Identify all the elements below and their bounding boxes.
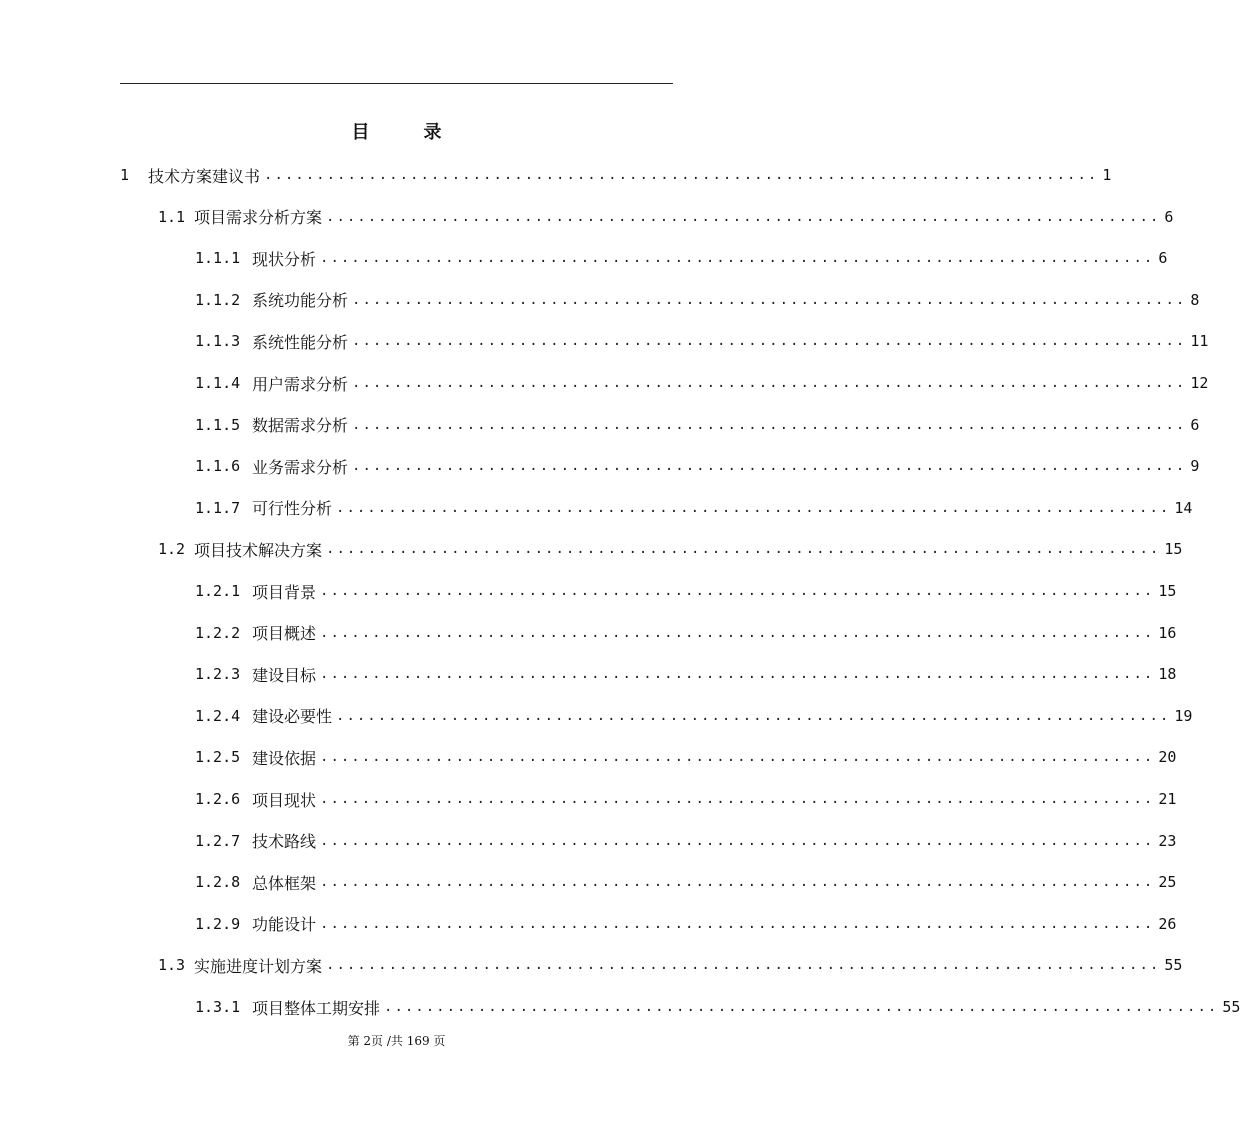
toc-entry-number: 1.1.6	[195, 457, 241, 476]
toc-entry-number: 1.1.3	[195, 332, 241, 351]
toc-entry[interactable]	[195, 654, 1177, 694]
toc-entry[interactable]	[195, 238, 1168, 278]
toc-dot-leader: ................................................................................	[320, 874, 1155, 891]
toc-entry-page: 1	[1102, 166, 1112, 184]
toc-entry-title: 业务需求分析	[252, 457, 349, 477]
toc-entry-page: 55	[1222, 998, 1240, 1016]
toc-entry-title: 可行性分析	[252, 499, 333, 519]
toc-dot-leader: ................................................................................	[320, 666, 1155, 683]
toc-entry-title: 项目技术解决方案	[194, 540, 323, 560]
toc-entry-page: 8	[1190, 290, 1200, 309]
toc-entry-title: 用户需求分析	[252, 374, 349, 394]
toc-entry-number: 1.3.1	[195, 998, 241, 1016]
toc-dot-leader: ................................................................................	[352, 416, 1187, 433]
toc-entry[interactable]	[195, 571, 1177, 611]
toc-entry[interactable]	[158, 197, 1174, 237]
toc-dot-leader: ................................................................................	[326, 208, 1161, 225]
toc-dot-leader: ................................................................................	[352, 458, 1187, 475]
toc-entry-title: 实施进度计划方案	[194, 956, 323, 976]
toc-entry-title: 建设依据	[252, 748, 317, 768]
toc-entry-page: 23	[1158, 831, 1177, 850]
toc-entry-page: 15	[1158, 582, 1177, 600]
toc-entry-number: 1.2.3	[195, 665, 241, 684]
toc-entry-title: 项目整体工期安排	[252, 998, 381, 1018]
toc-entry-page: 18	[1158, 665, 1177, 684]
toc-entry-number: 1.1.4	[195, 374, 241, 392]
toc-dot-leader: ................................................................................	[320, 250, 1155, 267]
toc-title: 目 录	[351, 122, 460, 143]
toc-dot-leader: ................................................................................	[336, 499, 1171, 516]
toc-dot-leader: ................................................................................	[384, 999, 1219, 1015]
toc-dot-leader: ................................................................................	[352, 375, 1187, 391]
toc-entry-number: 1.2.4	[195, 706, 241, 725]
toc-entry-title: 系统功能分析	[252, 291, 349, 311]
toc-dot-leader: ................................................................................	[320, 832, 1155, 849]
toc-entry-title: 项目需求分析方案	[194, 208, 323, 228]
toc-entry[interactable]	[195, 280, 1200, 320]
toc-entry-title: 技术路线	[252, 832, 317, 852]
toc-entry-title: 建设目标	[252, 665, 317, 685]
toc-entry-title: 技术方案建议书	[148, 166, 261, 186]
toc-entry[interactable]	[120, 155, 1112, 195]
toc-entry-number: 1.2.9	[195, 914, 241, 933]
toc-entry[interactable]	[158, 945, 1183, 985]
toc-entry-page: 19	[1174, 706, 1193, 725]
page-footer: 第 2页 /共 169 页	[347, 1034, 446, 1048]
toc-entry[interactable]	[195, 405, 1200, 445]
toc-entry-title: 项目概述	[252, 624, 317, 644]
toc-entry[interactable]	[195, 613, 1177, 653]
toc-entry-number: 1.2.5	[195, 748, 241, 767]
toc-entry[interactable]	[195, 987, 1240, 1027]
toc-entry-page: 6	[1190, 415, 1200, 434]
toc-entry-page: 6	[1158, 249, 1168, 268]
toc-entry-title: 建设必要性	[252, 707, 333, 727]
toc-entry[interactable]	[195, 737, 1177, 777]
toc-entry-page: 9	[1190, 457, 1200, 476]
header-rule	[120, 83, 673, 84]
toc-entry[interactable]	[158, 529, 1183, 569]
toc-entry[interactable]	[195, 779, 1177, 819]
toc-entry-number: 1.1.2	[195, 290, 241, 309]
toc-entry-number: 1.1	[158, 207, 186, 226]
toc-entry-number: 1	[120, 166, 130, 184]
toc-entry-title: 项目背景	[252, 582, 317, 602]
toc-entry[interactable]	[195, 821, 1177, 861]
toc-entry-number: 1.2.2	[195, 623, 241, 642]
toc-dot-leader: ................................................................................	[352, 333, 1187, 350]
toc-dot-leader: ................................................................................	[264, 167, 1099, 183]
toc-entry-page: 55	[1164, 956, 1183, 975]
toc-entry-page: 14	[1174, 498, 1193, 517]
toc-entry-page: 12	[1190, 374, 1209, 392]
toc-entry-page: 15	[1164, 540, 1183, 559]
toc-dot-leader: ................................................................................	[320, 915, 1155, 932]
toc-entry-number: 1.1.1	[195, 249, 241, 268]
toc-entry-page: 21	[1158, 790, 1177, 808]
toc-entry-number: 1.2	[158, 540, 186, 559]
toc-entry-number: 1.3	[158, 956, 186, 975]
toc-entry-number: 1.2.8	[195, 873, 241, 892]
toc-entry[interactable]	[195, 696, 1193, 736]
toc-dot-leader: ................................................................................	[336, 707, 1171, 724]
toc-entry-title: 数据需求分析	[252, 416, 349, 436]
toc-entry-page: 20	[1158, 748, 1177, 767]
toc-dot-leader: ................................................................................	[320, 583, 1155, 599]
toc-dot-leader: ................................................................................	[352, 291, 1187, 308]
toc-entry-title: 总体框架	[252, 873, 317, 893]
toc-dot-leader: ................................................................................	[326, 957, 1161, 974]
toc-entry-page: 16	[1158, 623, 1177, 642]
toc-entry[interactable]	[195, 446, 1200, 486]
toc-entry-page: 25	[1158, 873, 1177, 892]
toc-dot-leader: ................................................................................	[320, 791, 1155, 807]
toc-entry-number: 1.2.6	[195, 790, 241, 808]
toc-dot-leader: ................................................................................	[320, 749, 1155, 766]
toc-entry-number: 1.1.7	[195, 498, 241, 517]
toc-entry[interactable]	[195, 904, 1177, 944]
toc-dot-leader: ................................................................................	[320, 624, 1155, 641]
toc-entry-title: 系统性能分析	[252, 332, 349, 352]
toc-entry-title: 项目现状	[252, 790, 317, 810]
toc-entry-title: 现状分析	[252, 249, 317, 269]
toc-entry-number: 1.2.1	[195, 582, 241, 600]
toc-entry[interactable]	[195, 321, 1209, 361]
toc-entry-page: 11	[1190, 332, 1209, 351]
toc-entry-page: 6	[1164, 207, 1174, 226]
toc-entry-page: 26	[1158, 914, 1177, 933]
toc-entry[interactable]	[195, 862, 1177, 902]
toc-entry[interactable]	[195, 488, 1193, 528]
toc-entry[interactable]	[195, 363, 1209, 403]
toc-dot-leader: ................................................................................	[326, 541, 1161, 558]
toc-entry-number: 1.2.7	[195, 831, 241, 850]
toc-entry-title: 功能设计	[252, 915, 317, 935]
toc-entry-number: 1.1.5	[195, 415, 241, 434]
